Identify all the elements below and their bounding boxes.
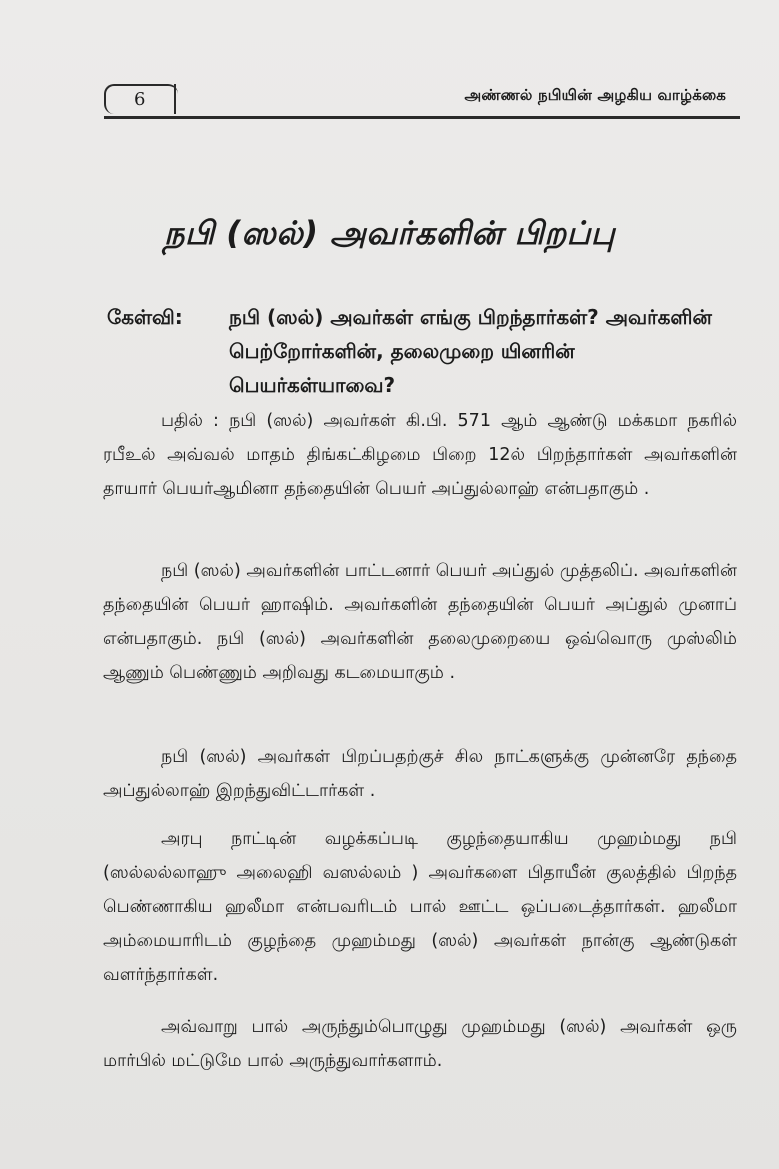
- answer-paragraph: பதில் : நபி (ஸல்) அவர்கள் கி.பி. 571 ஆம் ஆண்டு மக்கமா நகரில் ரபீஉல் அவ்வல் மாதம் திங்கட்கிழமை பிறை 12ல் பிறந்தார்கள் அவர்களின் தாயார் பெயர்ஆமினா தந்தையின் பெயர் அப்துல்லாஹ் என்பதாகும் .: [103, 411, 737, 499]
- body-paragraph: நபி (ஸல்) அவர்களின் பாட்டனார் பெயர் அப்துல் முத்தலிப். அவர்களின் தந்தையின் பெயர் ஹாஷிம். அவர்களின் தந்தையின் பெயர் அப்துல் முனாப் என்பதாகும். நபி (ஸல்) அவர்களின் தலைமுறையை ஒவ்வொரு முஸ்லிம் ஆணும் பெண்ணும் அறிவது கடமையாகும் .: [103, 561, 737, 683]
- page-number: 6: [134, 89, 146, 110]
- page-number-tab: [174, 84, 184, 114]
- running-book-title: அண்ணல் நபியின் அழகிய வாழ்க்கை: [464, 86, 726, 104]
- body-paragraph: அவ்வாறு பால் அருந்தும்பொழுது முஹம்மது (ஸல்) அவர்கள் ஒரு மார்பில் மட்டுமே பால் அருந்துவார்களாம்.: [103, 1017, 737, 1071]
- page-header: [100, 78, 740, 122]
- body-paragraph: அரபு நாட்டின் வழக்கப்படி குழந்தையாகிய முஹம்மது நபி (ஸல்லல்லாஹு அலைஹி வஸல்லம் ) அவர்களை பிதாயீன் குலத்தில் பிறந்த பெண்ணாகிய ஹலீமா என்பவரிடம் பால் ஊட்ட ஒப்படைத்தார்கள். ஹலீமா அம்மையாரிடம் குழந்தை முஹம்மது (ஸல்) அவர்கள் நான்கு ஆண்டுகள் வளர்ந்தார்கள்.: [103, 829, 737, 985]
- chapter-title: நபி (ஸல்) அவர்களின் பிறப்பு: [163, 214, 616, 252]
- body-paragraph: நபி (ஸல்) அவர்கள் பிறப்பதற்குச் சில நாட்களுக்கு முன்னரே தந்தை அப்துல்லாஹ் இறந்துவிட்டார்கள் .: [103, 747, 737, 801]
- header-rule: [104, 116, 740, 119]
- question-label: கேள்வி:: [107, 305, 183, 329]
- question-text: நபி (ஸல்) அவர்கள் எங்கு பிறந்தார்கள்? அவர்களின் பெற்றோர்களின், தலைமுறை யினரின் பெயர்கள்யாவை?: [229, 305, 712, 397]
